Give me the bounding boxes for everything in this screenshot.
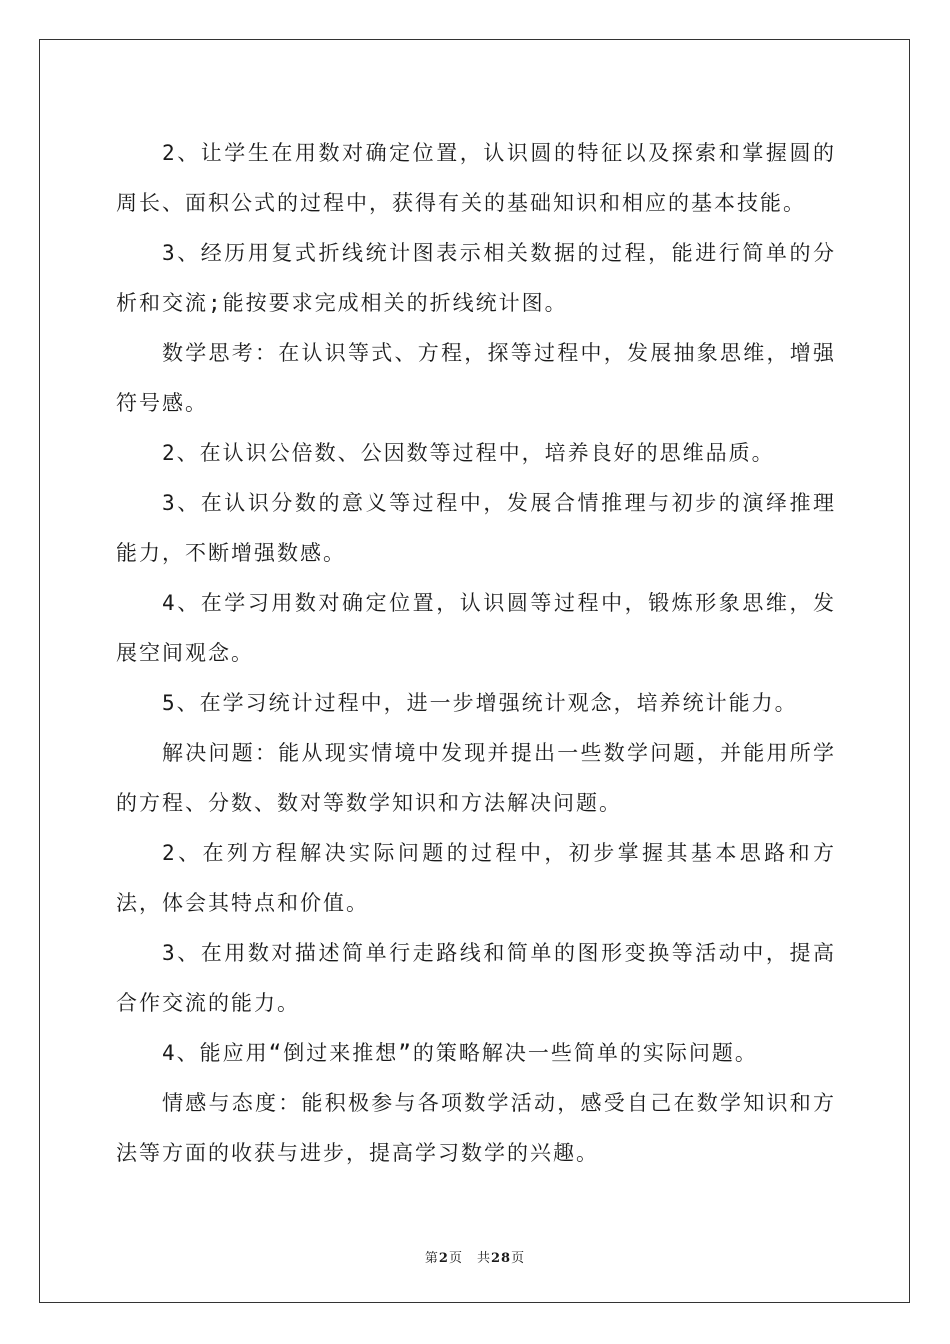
paragraph: 情感与态度：能积极参与各项数学活动，感受自己在数学知识和方法等方面的收获与进步，提高学习数学的兴趣。 xyxy=(116,1091,836,1165)
total-suffix: 页 xyxy=(511,1251,526,1266)
paragraph: 4、能应用“倒过来推想”的策略解决一些简单的实际问题。 xyxy=(162,1041,758,1065)
paragraph: 3、在认识分数的意义等过程中，发展合情推理与初步的演绎推理能力，不断增强数感。 xyxy=(116,491,836,565)
paragraph: 2、让学生在用数对确定位置，认识圆的特征以及探索和掌握圆的周长、面积公式的过程中，获得有关的基础知识和相应的基本技能。 xyxy=(116,141,836,215)
paragraph: 解决问题：能从现实情境中发现并提出一些数学问题，并能用所学的方程、分数、数对等数学知识和方法解决问题。 xyxy=(116,741,836,815)
paragraph: 2、在列方程解决实际问题的过程中，初步掌握其基本思路和方法，体会其特点和价值。 xyxy=(116,841,836,915)
paragraph: 3、在用数对描述简单行走路线和简单的图形变换等活动中，提高合作交流的能力。 xyxy=(116,941,836,1015)
paragraph: 4、在学习用数对确定位置，认识圆等过程中，锻炼形象思维，发展空间观念。 xyxy=(116,591,836,665)
page-footer xyxy=(0,1247,950,1266)
page-number: 2 xyxy=(438,1251,449,1266)
page-suffix: 页 xyxy=(448,1251,463,1266)
total-pages: 28 xyxy=(490,1251,512,1266)
paragraph: 2、在认识公倍数、公因数等过程中，培养良好的思维品质。 xyxy=(162,441,775,465)
paragraph: 3、经历用复式折线统计图表示相关数据的过程，能进行简单的分析和交流;能按要求完成相关的折线统计图。 xyxy=(116,241,836,315)
paragraph: 5、在学习统计过程中，进一步增强统计观念，培养统计能力。 xyxy=(162,691,798,715)
page-prefix: 第 xyxy=(424,1251,439,1266)
paragraph: 数学思考：在认识等式、方程，探等过程中，发展抽象思维，增强符号感。 xyxy=(116,341,836,415)
total-prefix: 共 xyxy=(476,1251,491,1266)
document-body xyxy=(116,128,836,1178)
